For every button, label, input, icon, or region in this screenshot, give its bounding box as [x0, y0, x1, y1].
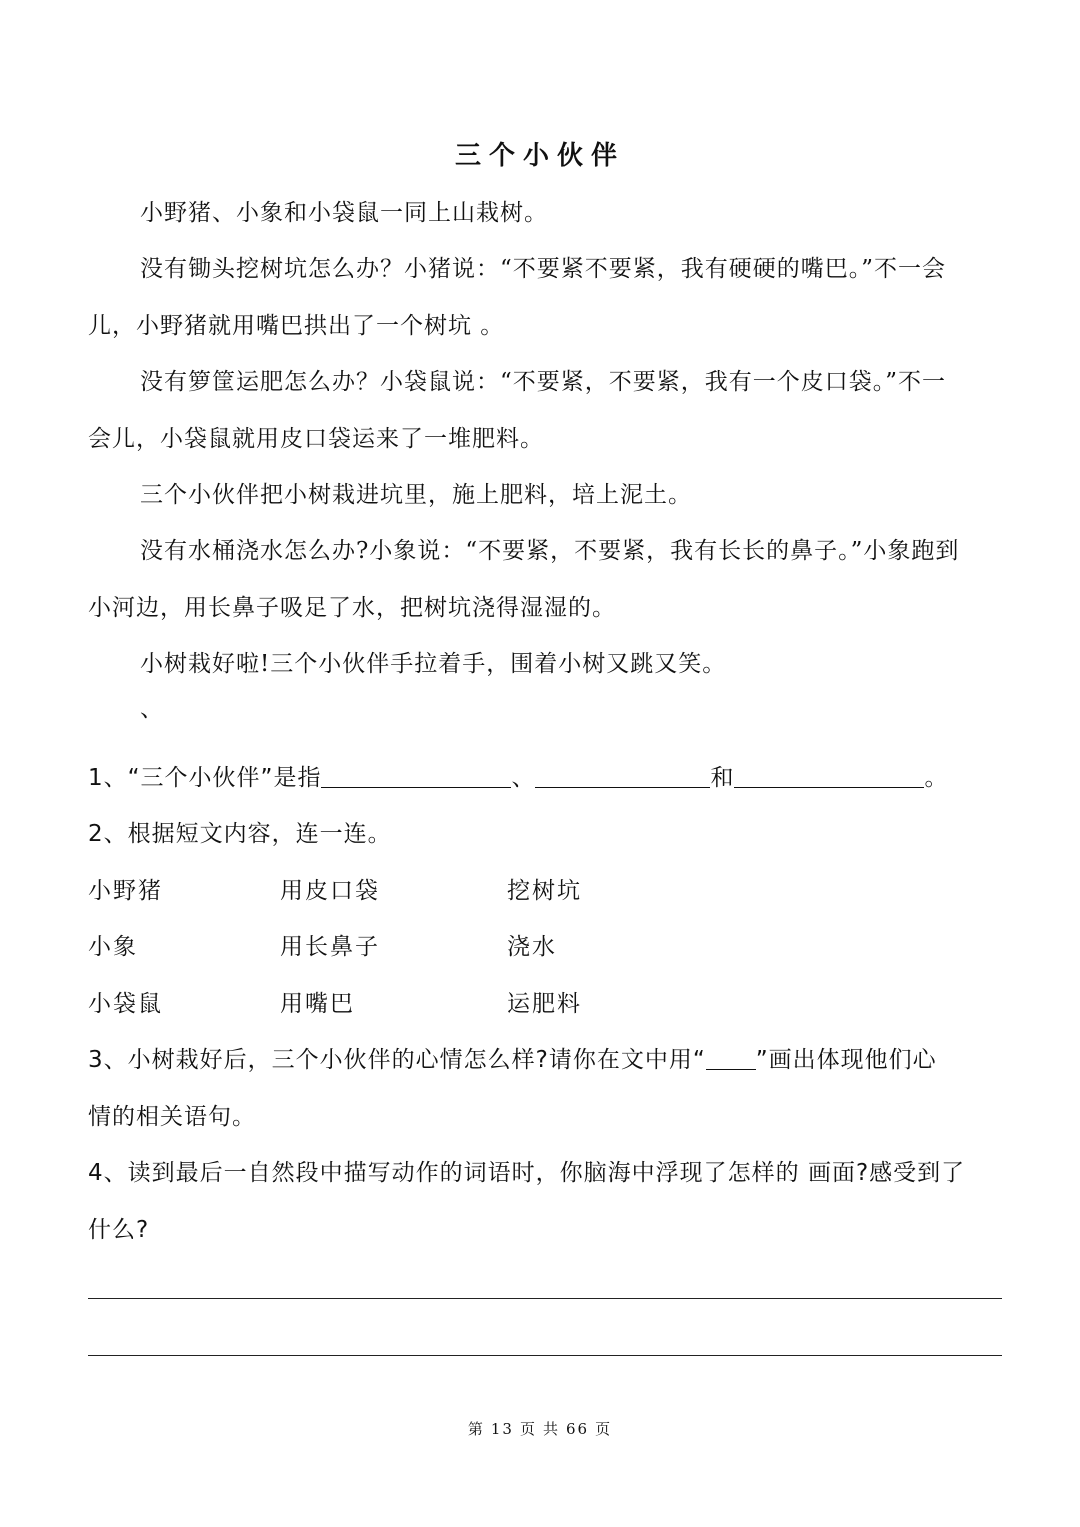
answer-blank-2[interactable] — [535, 765, 710, 788]
story-paragraph-6: 小树栽好啦!三个小伙伴手拉着手，围着小树又跳又笑。 — [140, 651, 727, 677]
page-title: 三个小伙伴 — [454, 141, 625, 171]
footer-label-total: 共 — [543, 1420, 561, 1438]
match-left-item[interactable]: 小象 — [88, 934, 138, 960]
footer-total-pages: 66 — [566, 1420, 590, 1438]
match-left-item[interactable]: 小袋鼠 — [88, 991, 163, 1017]
story-paragraph-4: 三个小伙伴把小树栽进坑里，施上肥料，培上泥土。 — [140, 482, 692, 508]
story-paragraph-3-line-1: 没有箩筐运肥怎么办？小袋鼠说：“不要紧，不要紧，我有一个皮口袋。”不一 — [140, 369, 947, 395]
page-footer — [0, 1418, 1080, 1440]
answer-line-1[interactable] — [88, 1298, 1002, 1299]
story-paragraph-1: 小野猪、小象和小袋鼠一同上山栽树。 — [140, 200, 548, 226]
question-1-prefix: 1、“三个小伙伴”是指 — [88, 765, 322, 791]
answer-blank-3[interactable] — [734, 765, 924, 788]
match-middle-item[interactable]: 用长鼻子 — [280, 934, 380, 960]
question-3-prefix: 3、小树栽好后，三个小伙伴的心情怎么样?请你在文中用“ — [88, 1047, 706, 1073]
answer-line-2[interactable] — [88, 1355, 1002, 1356]
question-1-separator: 、 — [511, 765, 536, 791]
question-3-line-1 — [88, 1044, 1003, 1076]
story-paragraph-5-line-1: 没有水桶浇水怎么办?小象说：“不要紧，不要紧，我有长长的鼻子。”小象跑到 — [140, 538, 960, 564]
match-middle-item[interactable]: 用皮口袋 — [280, 878, 380, 904]
match-middle-item[interactable]: 用嘴巴 — [280, 991, 355, 1017]
question-1-and: 和 — [710, 765, 735, 791]
question-4-line-1: 4、读到最后一自然段中描写动作的词语时，你脑海中浮现了怎样的 画面?感受到了 — [88, 1160, 966, 1186]
match-right-item[interactable]: 运肥料 — [507, 991, 582, 1017]
story-paragraph-2-line-2: 儿，小野猪就用嘴巴拱出了一个树坑 。 — [88, 313, 505, 339]
question-2: 2、根据短文内容，连一连。 — [88, 821, 392, 847]
match-right-item[interactable]: 浇水 — [507, 934, 557, 960]
stray-mark: 、 — [140, 696, 164, 722]
question-1-suffix: 。 — [924, 765, 949, 791]
story-paragraph-3-line-2: 会儿，小袋鼠就用皮口袋运来了一堆肥料。 — [88, 426, 544, 452]
question-3-suffix: ”画出体现他们心 — [755, 1047, 937, 1073]
match-right-item[interactable]: 挖树坑 — [507, 878, 582, 904]
footer-label-page: 第 — [467, 1420, 485, 1438]
footer-label-ye: 页 — [595, 1420, 613, 1438]
match-left-item[interactable]: 小野猪 — [88, 878, 163, 904]
footer-current-page: 13 — [490, 1420, 514, 1438]
story-paragraph-2-line-1: 没有锄头挖树坑怎么办？小猪说：“不要紧不要紧，我有硬硬的嘴巴。”不一会 — [140, 256, 947, 282]
question-3-line-2: 情的相关语句。 — [88, 1104, 256, 1130]
question-1 — [88, 762, 1003, 794]
footer-label-ye: 页 — [519, 1420, 537, 1438]
story-paragraph-5-line-2: 小河边，用长鼻子吸足了水，把树坑浇得湿湿的。 — [88, 595, 616, 621]
answer-blank-1[interactable] — [321, 765, 511, 788]
question-4-line-2: 什么? — [88, 1217, 150, 1243]
underline-sample — [706, 1047, 756, 1070]
